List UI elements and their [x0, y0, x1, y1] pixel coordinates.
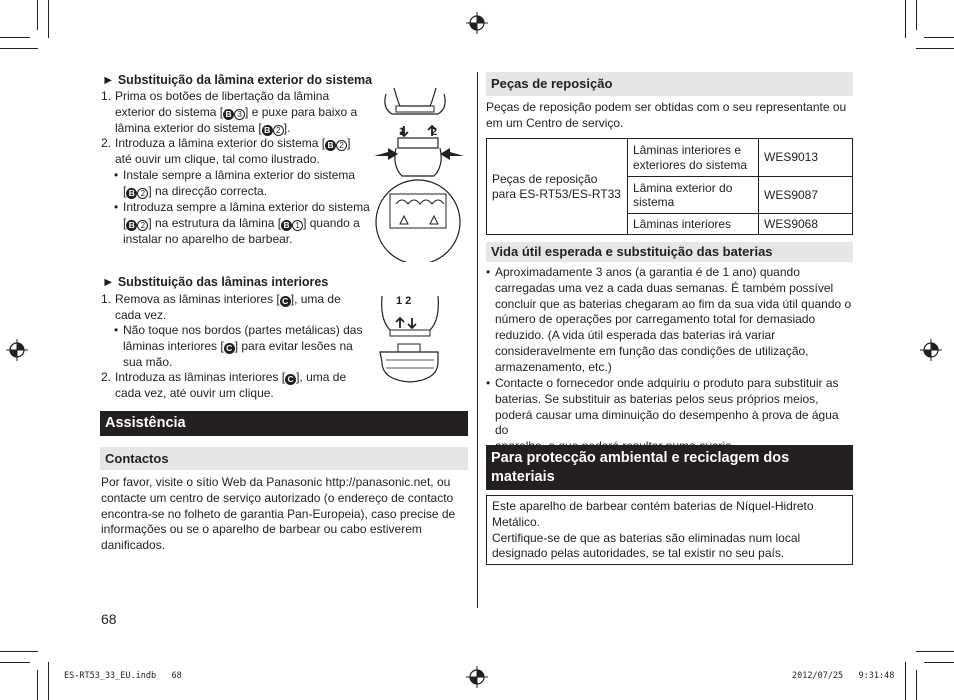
table-cell-name: Lâminas interiores	[628, 214, 759, 235]
bullet-dot: •	[114, 168, 119, 182]
outer-foil-step-2	[101, 136, 373, 168]
battery-bullet-2: • Contacte o fornecedor onde adquiriu o produto para substituir as baterias. Se substituir as baterias pelos seus próprios meios, poderá causar uma diminuição do desempenho à prova de água do	[486, 376, 839, 438]
step-line: lâmina exterior do sistema [ B 2 ].	[115, 120, 291, 135]
battery-life-heading: Vida útil esperada e substituição das baterias	[486, 242, 853, 262]
contacts-line: encontra-se no folheto de garantia Pan-Europeia), caso precise de	[101, 506, 456, 521]
contacts-line: contacte um centro de serviço autorizado (o endereço de contacto	[101, 490, 454, 505]
inner-blades-title: ► Substituição das lâminas interiores	[102, 275, 329, 289]
label-b-icon: B	[126, 220, 137, 231]
label-b-icon: B	[262, 125, 273, 136]
table-cell-name: Lâmina exterior do sistema	[628, 177, 759, 214]
table-row-header: Peças de reposição para ES-RT53/ES-RT33	[487, 139, 628, 235]
step-line: exterior do sistema [ B 3 ] e puxe para baixo a	[115, 104, 358, 119]
label-c-icon: C	[280, 296, 291, 307]
label-1-icon: 1	[292, 220, 303, 231]
bullet-dot: •	[114, 323, 119, 337]
column-divider	[477, 72, 478, 608]
label-c-icon: C	[285, 374, 296, 385]
bullet-dot: •	[486, 376, 491, 390]
outer-foil-title: ► Substituição da lâmina exterior do sistema	[102, 73, 373, 87]
outer-foil-step-1	[101, 89, 371, 136]
environment-heading: Para protecção ambiental e reciclagem dos materiais	[486, 445, 853, 490]
label-b-icon: B	[325, 140, 336, 151]
footer-date: 2012/07/25 9:31:48	[792, 671, 895, 681]
bullet-dot: •	[114, 200, 119, 214]
label-b-icon: B	[223, 109, 234, 120]
replacement-parts-table	[486, 138, 853, 235]
outer-foil-bullet-1: • Instale sempre a lâmina exterior do sistema [ B 2 ] na direcção correcta.	[114, 168, 356, 198]
inner-blades-step-2: 2. Introduza as lâminas interiores [ C ], uma de cada vez, até ouvir um clique.	[101, 370, 347, 400]
replacement-parts-heading: Peças de reposição	[486, 72, 853, 96]
table-cell-code: WES9068	[759, 214, 853, 235]
environment-box: Este aparelho de barbear contém baterias de Níquel-Hidreto Metálico. Certifique-se de que as baterias são eliminadas num local designado pelas autoridades, se tal existir no seu país.	[486, 495, 853, 565]
label-2-icon: 2	[273, 125, 284, 136]
table-row	[487, 139, 853, 177]
replacement-parts-intro: Peças de reposição podem ser obtidas com o seu representante ou em um Centro de serviço.	[486, 100, 847, 130]
label-2-icon: 2	[336, 140, 347, 151]
registration-mark-top-icon	[466, 12, 488, 34]
figure-number-1: 1	[399, 126, 406, 138]
label-3-icon: 3	[234, 109, 245, 120]
contacts-text	[101, 475, 467, 554]
label-c-icon: C	[224, 343, 235, 354]
step-number: 2.	[101, 370, 112, 384]
figure-number-2: 2	[431, 126, 438, 138]
label-2-icon: 2	[137, 220, 148, 231]
table-cell-code: WES9013	[759, 139, 853, 177]
table-cell-code: WES9087	[759, 177, 853, 214]
step-number: 1.	[101, 292, 112, 306]
bullet-dot: •	[486, 265, 491, 279]
battery-bullet-1: • Aproximadamente 3 anos (a garantia é de 1 ano) quando carregadas uma vez a cada duas semanas. É também possível concluir que as baterias chegaram ao fim da sua vida útil quando o número de operações por carregamento total for demasiado reduzido. (A vida útil esperada das baterias irá variar consideravelmente em função das condições de utilização, armazenamento, etc.)	[486, 265, 852, 374]
registration-mark-right-icon	[920, 339, 942, 361]
step-line: até ouvir um clique, tal como ilustrado.	[115, 151, 320, 166]
footer-file-info: ES-RT53_33_EU.indb 68	[64, 671, 182, 681]
label-b-icon: B	[126, 188, 137, 199]
step-number: 2.	[101, 136, 112, 150]
figure-number-12: 1 2	[396, 295, 412, 307]
contacts-line: danificados.	[101, 538, 166, 553]
step-line: Prima os botões de libertação da lâmina	[115, 89, 330, 103]
contacts-line: informações ou se o aparelho de barbear ou cabo estiverem	[101, 522, 422, 537]
registration-mark-left-icon	[6, 339, 28, 361]
page-number: 68	[101, 611, 117, 627]
step-line: Introduza a lâmina exterior do sistema [ B 2 ]	[115, 136, 351, 150]
inner-blades-step-1: 1. Remova as lâminas interiores [ C ], uma de cada vez.	[101, 292, 341, 322]
assistance-heading: Assistência	[100, 411, 468, 436]
label-2-icon: 2	[137, 188, 148, 199]
inner-blades-bullet: • Não toque nos bordos (partes metálicas) das lâminas interiores [ C ] para evitar lesões na sua mão.	[114, 323, 363, 369]
registration-mark-bottom-icon	[466, 666, 488, 688]
table-cell-name: Lâminas interiores e exteriores do sistema	[628, 139, 759, 177]
step-number: 1.	[101, 89, 112, 103]
label-b-icon: B	[281, 220, 292, 231]
outer-foil-illustration-icon	[372, 84, 466, 262]
contacts-heading: Contactos	[100, 447, 468, 470]
outer-foil-bullet-2: • Introduza sempre a lâmina exterior do sistema [ B 2 ] na estrutura da lâmina [ B 1 ] quando a instalar no aparelho de barbear.	[114, 200, 370, 246]
contacts-line: Por favor, visite o sítio Web da Panasonic http://panasonic.net, ou	[101, 475, 451, 489]
